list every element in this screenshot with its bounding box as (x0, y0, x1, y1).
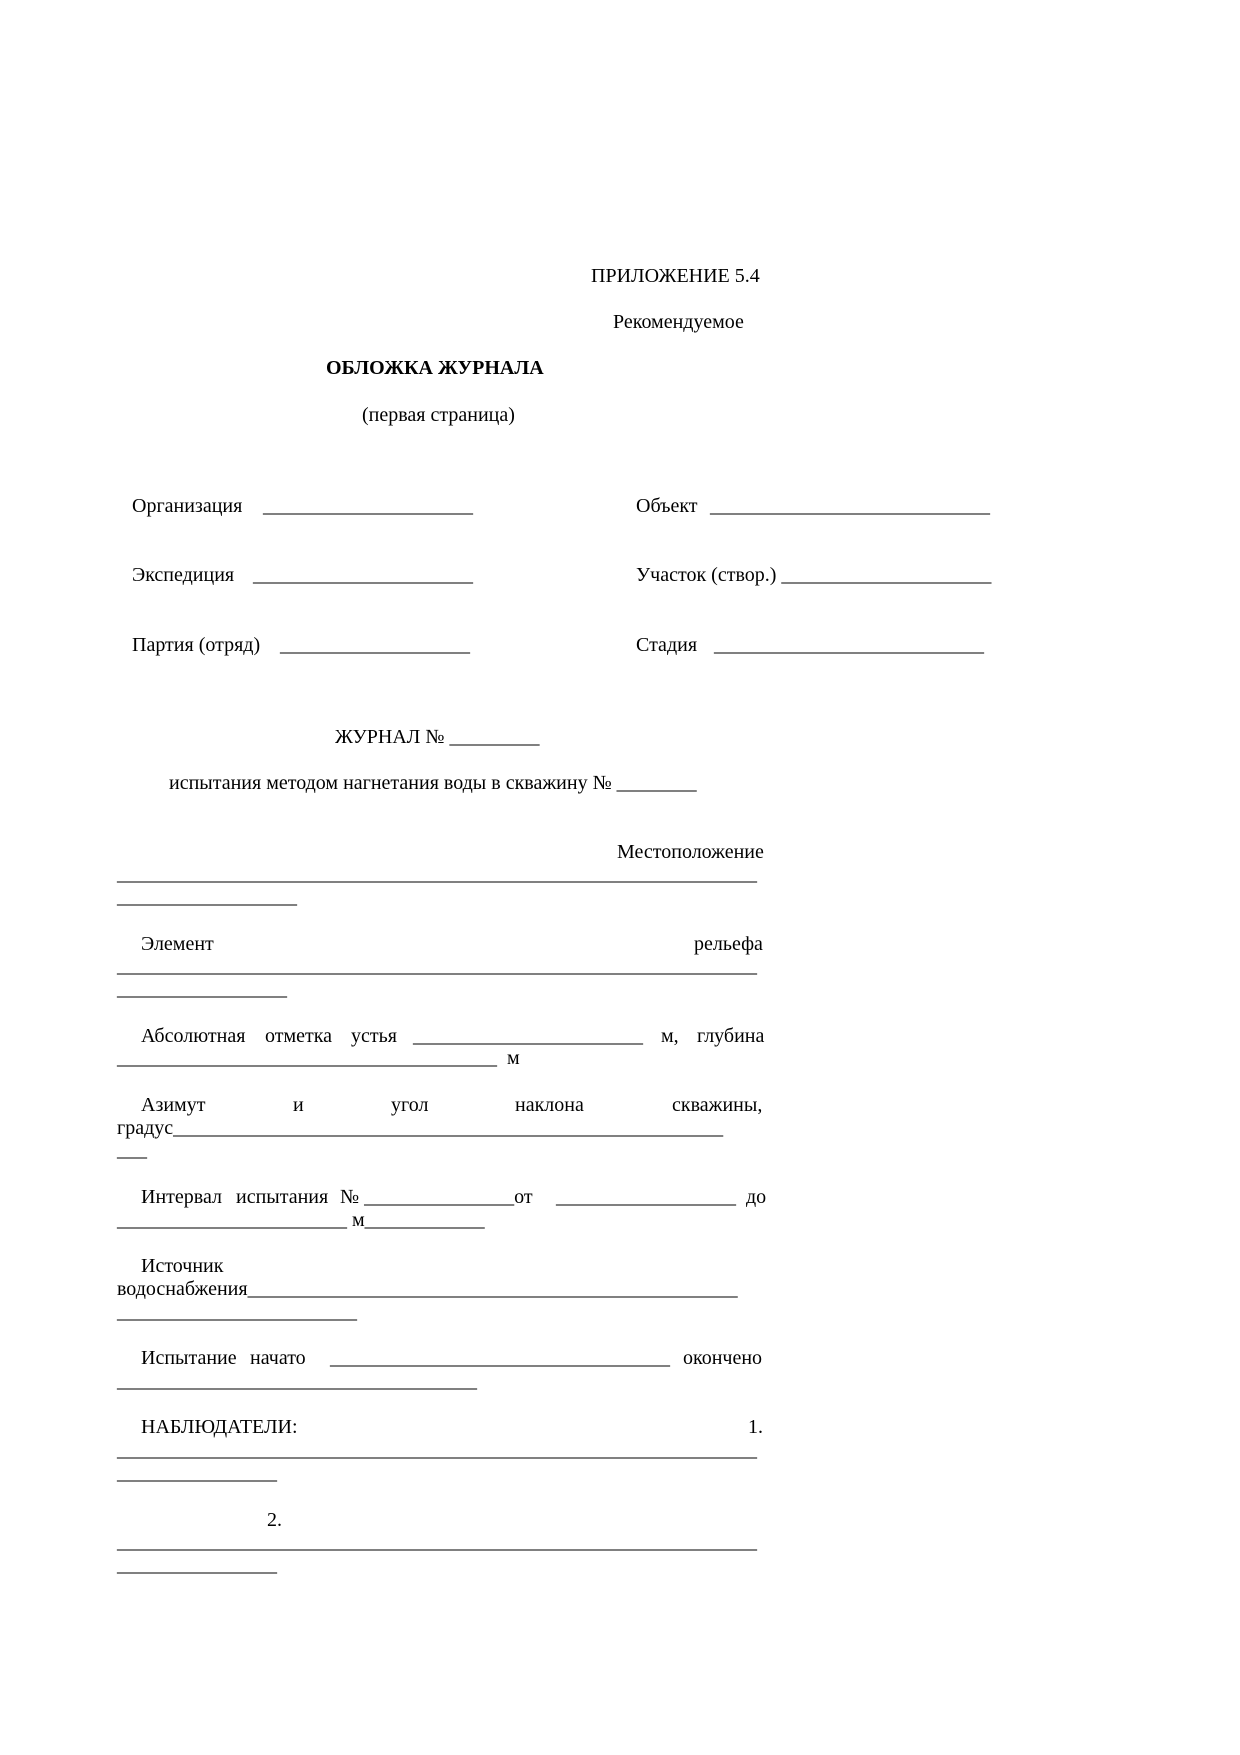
absolute-word-e: глубина (697, 1025, 765, 1047)
azimuth-word-c: угол (391, 1094, 429, 1116)
location-line-tail: __________________ (117, 886, 297, 908)
interval-word-d: до (746, 1186, 767, 1208)
azimuth-word-b: и (293, 1094, 304, 1116)
absolute-word-c: устья (351, 1025, 397, 1047)
journal-title: ЖУРНАЛ № _________ (335, 726, 540, 748)
observer-1-line: ________________________________________________________________ (117, 1439, 757, 1461)
observer-2-line: ________________________________________________________________ (117, 1531, 757, 1553)
organization-blank: _____________________ (263, 495, 473, 517)
observer-2-number: 2. (267, 1509, 282, 1531)
test-blank: __________________________________ (330, 1347, 670, 1369)
party-label: Партия (отряд) (132, 634, 261, 656)
expedition-blank: ______________________ (253, 564, 473, 586)
recommended-label: Рекомендуемое (613, 311, 744, 333)
location-line: ________________________________________________________________ (117, 863, 757, 885)
relief-label-a: Элемент (141, 933, 214, 955)
object-blank: ____________________________ (710, 495, 990, 517)
observer-1-line-tail: ________________ (117, 1462, 277, 1484)
source-line: водоснабжения_________________________________________________ (117, 1278, 738, 1300)
azimuth-word-d: наклона (515, 1094, 584, 1116)
interval-line: _______________________ м____________ (117, 1209, 485, 1231)
test-word-a: Испытание (141, 1347, 237, 1369)
test-line: ____________________________________ (117, 1370, 477, 1392)
relief-label-b: рельефа (694, 933, 763, 955)
page-title: ОБЛОЖКА ЖУРНАЛА (326, 357, 544, 379)
appendix-label: ПРИЛОЖЕНИЕ 5.4 (591, 265, 760, 287)
stage-label: Стадия (636, 634, 698, 656)
degree-line-tail: ___ (117, 1139, 147, 1161)
test-word-b: начато (250, 1347, 306, 1369)
absolute-word-d: м, (661, 1025, 679, 1047)
section-field: Участок (створ.) _____________________ (636, 564, 992, 586)
party-blank: ___________________ (280, 634, 470, 656)
interval-word-b: испытания (236, 1186, 329, 1208)
stage-blank: ___________________________ (714, 634, 984, 656)
page-subtitle: (первая страница) (362, 404, 515, 426)
organization-label: Организация (132, 495, 243, 517)
source-label: Источник (141, 1255, 224, 1277)
absolute-word-b: отметка (265, 1025, 333, 1047)
absolute-word-a: Абсолютная (141, 1025, 246, 1047)
relief-line: ________________________________________________________________ (117, 955, 757, 977)
observer-1-number: 1. (748, 1416, 763, 1438)
absolute-blank: _______________________ (413, 1025, 643, 1047)
interval-number: № _______________от (340, 1186, 533, 1208)
interval-blank: __________________ (556, 1186, 736, 1208)
depth-line: ______________________________________ м (117, 1047, 520, 1069)
degree-line: градус_______________________________________________________ (117, 1117, 724, 1139)
expedition-label: Экспедиция (132, 564, 235, 586)
observers-label: НАБЛЮДАТЕЛИ: (141, 1416, 298, 1438)
location-label: Местоположение (617, 841, 764, 863)
test-word-c: окончено (683, 1347, 763, 1369)
object-label: Объект (636, 495, 698, 517)
observer-2-line-tail: ________________ (117, 1554, 277, 1576)
source-line-tail: ________________________ (117, 1301, 357, 1323)
journal-subtitle: испытания методом нагнетания воды в скважину № ________ (169, 772, 697, 794)
interval-word-a: Интервал (141, 1186, 222, 1208)
azimuth-word-e: скважины, (672, 1094, 763, 1116)
relief-line-tail: _________________ (117, 978, 287, 1000)
azimuth-word-a: Азимут (141, 1094, 206, 1116)
